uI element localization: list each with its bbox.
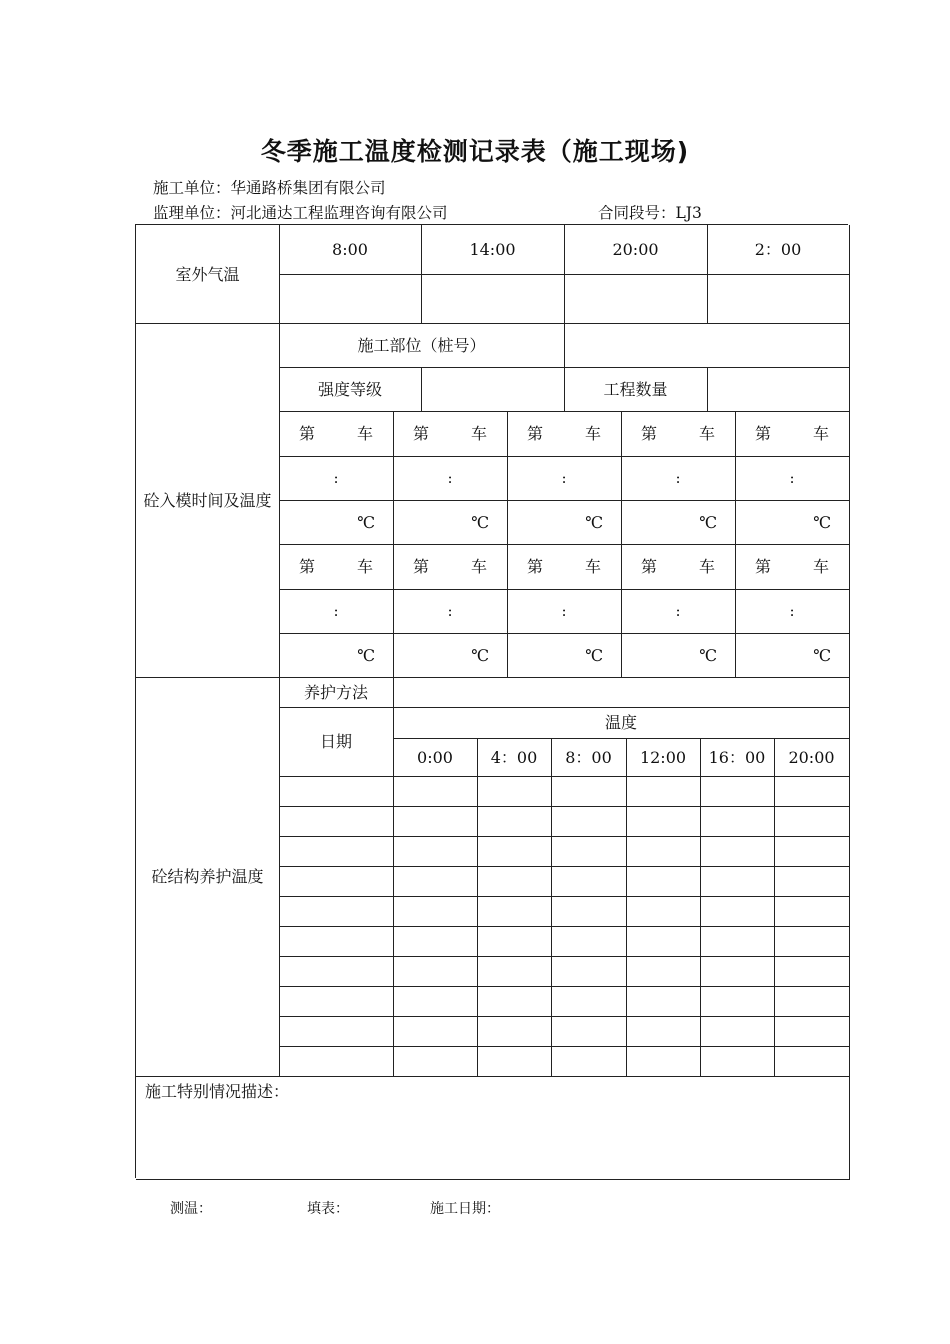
pour-time-cell[interactable]: [279, 589, 394, 634]
truck-number-cell[interactable]: [735, 411, 850, 457]
truck-number-cell[interactable]: [393, 411, 508, 457]
degree-unit: ℃: [813, 512, 831, 532]
time-colon: :: [789, 601, 795, 620]
curing-time-header: 16：00: [700, 738, 775, 777]
curing-temp-input[interactable]: [626, 956, 701, 987]
outdoor-time-header: 14:00: [421, 225, 565, 275]
curing-temp-input[interactable]: [774, 956, 850, 987]
time-colon: :: [675, 601, 681, 620]
curing-date-input[interactable]: [279, 1046, 394, 1077]
construction-date-label: 施工日期：: [430, 1201, 500, 1217]
curing-temp-input[interactable]: [774, 866, 850, 897]
outdoor-time-header: 20:00: [564, 225, 708, 275]
pour-temp-cell[interactable]: [621, 633, 736, 678]
work-quantity-input[interactable]: [707, 367, 850, 412]
curing-temp-input[interactable]: [393, 896, 478, 927]
curing-temp-input[interactable]: [477, 986, 552, 1017]
degree-unit: ℃: [699, 512, 717, 532]
truck-di-label: 第: [641, 424, 658, 443]
curing-temp-input[interactable]: [551, 866, 627, 897]
construction-part-label: 施工部位（桩号）: [279, 323, 565, 368]
curing-temp-input[interactable]: [393, 926, 478, 957]
outdoor-temp-input[interactable]: [564, 274, 708, 324]
curing-temp-input[interactable]: [477, 866, 552, 897]
outdoor-time-header: 8:00: [279, 225, 422, 275]
degree-unit: ℃: [585, 512, 603, 532]
truck-number-cell[interactable]: [393, 544, 508, 590]
curing-temp-input[interactable]: [700, 896, 775, 927]
curing-temp-input[interactable]: [774, 806, 850, 837]
curing-temp-input[interactable]: [700, 806, 775, 837]
truck-di-label: 第: [299, 424, 316, 443]
supervision-unit: 监理单位：河北通达工程监理咨询有限公司: [153, 204, 448, 222]
truck-che-label: 车: [584, 557, 601, 576]
time-colon: :: [447, 468, 453, 487]
pour-time-cell[interactable]: [735, 456, 850, 501]
filler-label: 填表：: [307, 1201, 349, 1217]
curing-temp-input[interactable]: [774, 836, 850, 867]
date-label: 日期: [279, 707, 394, 777]
curing-temp-input[interactable]: [626, 1046, 701, 1077]
curing-temp-input[interactable]: [626, 896, 701, 927]
curing-temp-input[interactable]: [551, 956, 627, 987]
truck-number-cell[interactable]: [621, 544, 736, 590]
truck-number-cell[interactable]: [621, 411, 736, 457]
time-colon: :: [789, 468, 795, 487]
curing-date-input[interactable]: [279, 986, 394, 1017]
curing-temp-input[interactable]: [551, 986, 627, 1017]
curing-date-input[interactable]: [279, 866, 394, 897]
measurer-label: 测温：: [170, 1201, 212, 1217]
time-colon: :: [675, 468, 681, 487]
truck-di-label: 第: [527, 557, 544, 576]
truck-di-label: 第: [755, 557, 772, 576]
curing-temp-input[interactable]: [700, 836, 775, 867]
curing-temp-input[interactable]: [700, 926, 775, 957]
curing-temp-input[interactable]: [774, 1046, 850, 1077]
pour-time-cell[interactable]: [393, 589, 508, 634]
curing-temp-input[interactable]: [626, 866, 701, 897]
truck-di-label: 第: [641, 557, 658, 576]
truck-di-label: 第: [413, 557, 430, 576]
truck-che-label: 车: [584, 424, 601, 443]
truck-number-cell[interactable]: [507, 411, 622, 457]
contract-section: 合同段号：LJ3: [598, 204, 702, 222]
pour-time-cell[interactable]: [621, 589, 736, 634]
curing-temp-input[interactable]: [700, 986, 775, 1017]
page-title: 冬季施工温度检测记录表（施工现场): [260, 137, 690, 166]
curing-temp-input[interactable]: [700, 866, 775, 897]
curing-temp-input[interactable]: [626, 986, 701, 1017]
truck-di-label: 第: [527, 424, 544, 443]
curing-temp-input[interactable]: [626, 776, 701, 807]
truck-number-cell[interactable]: [279, 544, 394, 590]
time-colon: :: [447, 601, 453, 620]
pour-time-cell[interactable]: [621, 456, 736, 501]
curing-temp-input[interactable]: [477, 1046, 552, 1077]
pour-time-cell[interactable]: [507, 456, 622, 501]
curing-label: 砼结构养护温度: [136, 677, 280, 1077]
curing-time-header: 0:00: [393, 738, 478, 777]
degree-unit: ℃: [585, 645, 603, 665]
truck-number-cell[interactable]: [279, 411, 394, 457]
curing-date-input[interactable]: [279, 836, 394, 867]
outdoor-temp-input[interactable]: [421, 274, 565, 324]
pour-temp-cell[interactable]: [507, 500, 622, 545]
outdoor-time-header: 2：00: [707, 225, 850, 275]
pour-temp-cell[interactable]: [279, 633, 394, 678]
outdoor-temp-label: 室外气温: [136, 225, 280, 324]
curing-temp-input[interactable]: [551, 896, 627, 927]
truck-che-label: 车: [698, 557, 715, 576]
truck-che-label: 车: [470, 557, 487, 576]
curing-temp-input[interactable]: [477, 956, 552, 987]
curing-temp-input[interactable]: [393, 1016, 478, 1047]
curing-temp-input[interactable]: [393, 776, 478, 807]
pour-temp-cell[interactable]: [393, 500, 508, 545]
pour-label: 砼入模时间及温度: [136, 323, 280, 678]
curing-temp-input[interactable]: [477, 1016, 552, 1047]
time-colon: :: [561, 601, 567, 620]
curing-temp-input[interactable]: [551, 776, 627, 807]
truck-che-label: 车: [812, 557, 829, 576]
degree-unit: ℃: [471, 512, 489, 532]
curing-time-header: 4：00: [477, 738, 552, 777]
pour-time-cell[interactable]: [507, 589, 622, 634]
special-remarks-field[interactable]: 施工特别情况描述：: [136, 1076, 850, 1180]
truck-di-label: 第: [755, 424, 772, 443]
pour-temp-cell[interactable]: [621, 500, 736, 545]
pour-time-cell[interactable]: [393, 456, 508, 501]
curing-temp-input[interactable]: [551, 1016, 627, 1047]
degree-unit: ℃: [357, 512, 375, 532]
curing-temp-input[interactable]: [477, 836, 552, 867]
curing-temp-input[interactable]: [393, 956, 478, 987]
degree-unit: ℃: [813, 645, 831, 665]
curing-temp-input[interactable]: [626, 836, 701, 867]
pour-temp-cell[interactable]: [735, 633, 850, 678]
truck-number-cell[interactable]: [507, 544, 622, 590]
curing-temp-input[interactable]: [626, 806, 701, 837]
record-table: [135, 224, 848, 1178]
curing-temp-input[interactable]: [774, 776, 850, 807]
curing-temp-input[interactable]: [700, 1016, 775, 1047]
pour-time-cell[interactable]: [279, 456, 394, 501]
curing-method-label: 养护方法: [279, 677, 394, 708]
curing-temp-input[interactable]: [477, 926, 552, 957]
time-colon: :: [561, 468, 567, 487]
curing-temp-input[interactable]: [626, 926, 701, 957]
curing-temp-input[interactable]: [774, 896, 850, 927]
truck-che-label: 车: [470, 424, 487, 443]
curing-date-input[interactable]: [279, 1016, 394, 1047]
curing-temp-input[interactable]: [700, 776, 775, 807]
curing-temp-input[interactable]: [774, 986, 850, 1017]
time-colon: :: [333, 601, 339, 620]
curing-date-input[interactable]: [279, 806, 394, 837]
construction-part-input[interactable]: [564, 323, 850, 368]
curing-time-header: 12:00: [626, 738, 701, 777]
curing-temp-input[interactable]: [626, 1016, 701, 1047]
curing-date-input[interactable]: [279, 926, 394, 957]
curing-method-input[interactable]: [393, 677, 850, 708]
pour-temp-cell[interactable]: [735, 500, 850, 545]
pour-temp-cell[interactable]: [507, 633, 622, 678]
curing-date-input[interactable]: [279, 896, 394, 927]
pour-time-cell[interactable]: [735, 589, 850, 634]
curing-temp-input[interactable]: [700, 1046, 775, 1077]
curing-time-header: 8：00: [551, 738, 627, 777]
curing-temp-input[interactable]: [477, 896, 552, 927]
curing-temp-input[interactable]: [551, 926, 627, 957]
curing-temp-input[interactable]: [477, 776, 552, 807]
temperature-label: 温度: [393, 707, 850, 739]
truck-che-label: 车: [356, 557, 373, 576]
curing-temp-input[interactable]: [551, 1046, 627, 1077]
truck-di-label: 第: [413, 424, 430, 443]
curing-date-input[interactable]: [279, 776, 394, 807]
curing-temp-input[interactable]: [393, 836, 478, 867]
truck-che-label: 车: [812, 424, 829, 443]
curing-temp-input[interactable]: [393, 806, 478, 837]
time-colon: :: [333, 468, 339, 487]
curing-temp-input[interactable]: [393, 866, 478, 897]
pour-temp-cell[interactable]: [393, 633, 508, 678]
curing-temp-input[interactable]: [774, 926, 850, 957]
curing-temp-input[interactable]: [393, 986, 478, 1017]
curing-temp-input[interactable]: [477, 806, 552, 837]
curing-time-header: 20:00: [774, 738, 850, 777]
construction-unit: 施工单位：华通路桥集团有限公司: [153, 179, 386, 197]
degree-unit: ℃: [357, 645, 375, 665]
degree-unit: ℃: [699, 645, 717, 665]
truck-che-label: 车: [356, 424, 373, 443]
curing-temp-input[interactable]: [774, 1016, 850, 1047]
truck-number-cell[interactable]: [735, 544, 850, 590]
outdoor-temp-input[interactable]: [279, 274, 422, 324]
pour-temp-cell[interactable]: [279, 500, 394, 545]
curing-date-input[interactable]: [279, 956, 394, 987]
degree-unit: ℃: [471, 645, 489, 665]
strength-grade-input[interactable]: [421, 367, 565, 412]
outdoor-temp-input[interactable]: [707, 274, 850, 324]
curing-temp-input[interactable]: [700, 956, 775, 987]
curing-temp-input[interactable]: [551, 836, 627, 867]
strength-grade-label: 强度等级: [279, 367, 422, 412]
curing-temp-input[interactable]: [551, 806, 627, 837]
truck-di-label: 第: [299, 557, 316, 576]
work-quantity-label: 工程数量: [564, 367, 708, 412]
curing-temp-input[interactable]: [393, 1046, 478, 1077]
truck-che-label: 车: [698, 424, 715, 443]
